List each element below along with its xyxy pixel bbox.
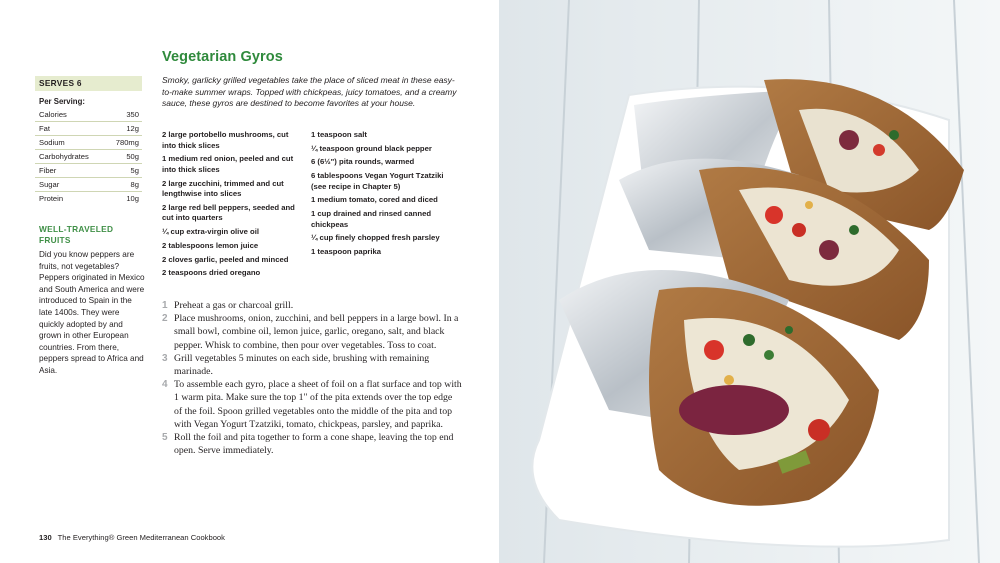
nutrition-value: 12g (126, 124, 139, 133)
nutrition-label: Calories (39, 110, 67, 119)
ingredient-item: 2 cloves garlic, peeled and minced (162, 254, 289, 264)
step-number: 3 (162, 352, 168, 364)
nutrition-value: 5g (130, 166, 139, 175)
ingredient-item: ¼ cup finely chopped fresh parsley (311, 233, 440, 243)
instruction-step (162, 378, 462, 431)
nutrition-row (35, 122, 142, 136)
instruction-step (162, 312, 462, 352)
page-number: 130 (39, 533, 52, 542)
step-number: 4 (162, 379, 168, 391)
ingredient-item: 6 tablespoons Vegan Yogurt Tzatziki (see recipe in Chapter 5) (311, 171, 444, 191)
step-number: 5 (162, 432, 168, 444)
step-text: Grill vegetables 5 minutes on each side, brushing with remaining marinade. (174, 352, 430, 378)
step-number: 1 (162, 300, 168, 311)
nutrition-row (35, 136, 142, 150)
nutrition-row (35, 150, 142, 164)
nutrition-panel (35, 76, 142, 205)
ingredient-item: 2 large portobello mushrooms, cut into thick slices (162, 130, 289, 150)
nutrition-row (35, 108, 142, 122)
gyros-photo (499, 0, 1000, 563)
step-text: Preheat a gas or charcoal grill. (174, 300, 294, 311)
nutrition-label: Protein (39, 194, 64, 203)
recipe-title: Vegetarian Gyros (162, 49, 283, 65)
ingredients-column-right (311, 130, 461, 261)
ingredient-item: 1 medium tomato, cored and diced (311, 195, 438, 205)
step-text: Roll the foil and pita together to form a cone shape, leaving the top end open. Serve immediately. (174, 432, 454, 457)
per-serving-label: Per Serving: (39, 97, 85, 106)
ingredient-item: 2 teaspoons dried oregano (162, 268, 261, 278)
step-number: 2 (162, 313, 168, 325)
sidebar-note-heading: WELL-TRAVELED FRUITS (39, 224, 114, 245)
recipe-page (0, 0, 499, 563)
instructions-list (162, 299, 462, 457)
nutrition-row (35, 192, 142, 205)
nutrition-value: 10g (126, 194, 139, 203)
ingredient-item: 2 large zucchini, trimmed and cut lengthwise into slices (162, 178, 284, 199)
ingredient-item: 1 teaspoon salt (311, 130, 367, 139)
nutrition-table (35, 108, 142, 205)
step-text: To assemble each gyro, place a sheet of foil on a flat surface and top with 1 warm pita. Make sure the top 1" of the pita extends over the top edge of the foil. Spoon grilled vegetables onto the middle of the pita and top with Vegan Yogurt Tzatziki, tomato, chickpeas, parsley, and paprika. (174, 379, 462, 430)
instruction-step (162, 431, 462, 457)
instruction-step (162, 352, 462, 378)
nutrition-label: Fiber (39, 166, 57, 175)
nutrition-value: 8g (130, 180, 139, 189)
nutrition-row (35, 164, 142, 178)
sidebar-note-body: Did you know peppers are fruits, not vegetables? Peppers originated in Mexico and South America and were introduced to Spain in the late 1400s. They were quickly adopted by and grown in other European countries. From there, peppers spread to Africa and Asia. (39, 250, 145, 375)
ingredient-item: 1 medium red onion, peeled and cut into thick slices (162, 154, 294, 174)
ingredient-item: ¼ teaspoon ground black pepper (311, 143, 432, 153)
ingredient-item: ¼ cup extra-virgin olive oil (162, 227, 259, 237)
nutrition-label: Sodium (39, 138, 65, 147)
nutrition-value: 50g (126, 152, 139, 161)
ingredient-item: 1 cup drained and rinsed canned chickpeas (311, 209, 432, 229)
nutrition-label: Fat (39, 124, 50, 133)
ingredient-item: 2 tablespoons lemon juice (162, 240, 259, 250)
nutrition-label: Carbohydrates (39, 152, 89, 161)
ingredients-column-left (162, 130, 302, 282)
serves-label: SERVES 6 (35, 76, 142, 91)
nutrition-row (35, 178, 142, 192)
ingredient-item: 2 large red bell peppers, seeded and cut into quarters (162, 202, 295, 223)
nutrition-value: 780mg (115, 138, 139, 147)
book-title: The Everything® Green Mediterranean Cookbook (57, 533, 225, 542)
instruction-step (162, 299, 462, 312)
nutrition-label: Sugar (39, 180, 60, 189)
step-text: Place mushrooms, onion, zucchini, and bell peppers in a large bowl. In a small bowl, combine oil, lemon juice, garlic, oregano, salt, and black pepper. Whisk to combine, then pour over vegetables. Toss to coat. (174, 313, 459, 351)
page-footer (39, 533, 225, 542)
nutrition-value: 350 (126, 110, 139, 119)
recipe-intro: Smoky, garlicky grilled vegetables take the place of sliced meat in these easy-to-make summer wraps. Topped with chickpeas, juicy tomatoes, and a creamy sauce, these gyros are destined to become favorites at your house. (162, 75, 457, 108)
ingredient-item: 6 (6½") pita rounds, warmed (311, 157, 415, 167)
ingredient-item: 1 teaspoon paprika (311, 247, 382, 256)
